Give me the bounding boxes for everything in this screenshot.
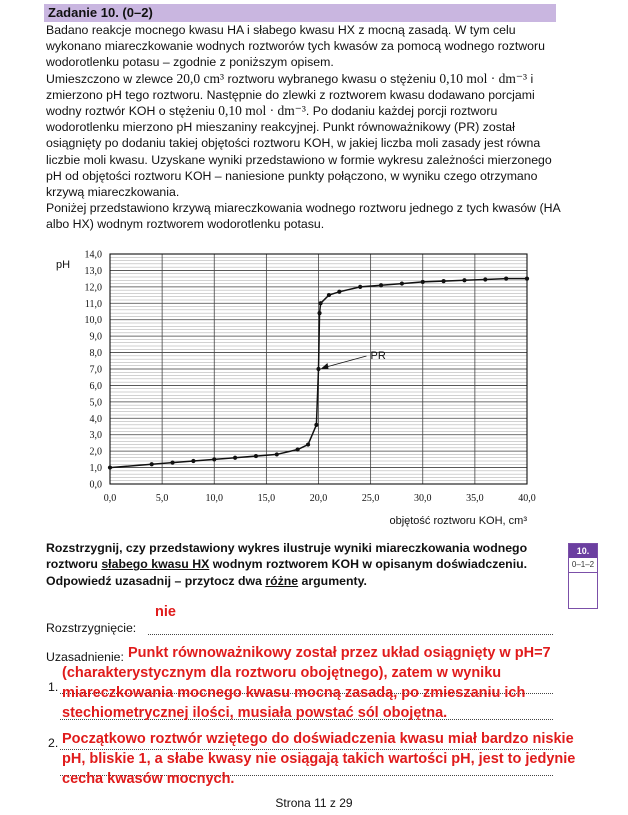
question-line xyxy=(46,556,546,572)
data-point xyxy=(442,279,446,283)
data-point xyxy=(316,367,320,371)
data-point xyxy=(254,454,258,458)
concentration-value: 0,10 mol · dm⁻³ xyxy=(218,103,306,119)
intro-text: i zmierzono pH tego roztworu. Następnie do zlewki z roztworem kwasu dodawano porcjami wodny roztwór KOH o stężeniu xyxy=(46,71,535,119)
handwritten-line: (charakterystycznym dla roztworu obojętnego), zatem w wyniku xyxy=(62,665,502,681)
x-tick-label: 10,0 xyxy=(205,493,223,504)
x-tick-label: 0,0 xyxy=(103,493,117,504)
data-point xyxy=(191,459,195,463)
question-emphasis: różne xyxy=(265,573,299,588)
intro-text: roztworu wybranego kwasu o stężeniu xyxy=(224,71,440,86)
data-point xyxy=(400,281,404,285)
y-tick-label: 6,0 xyxy=(89,380,102,392)
y-tick-label: 14,0 xyxy=(84,249,102,261)
titration-chart xyxy=(40,240,550,530)
argument-2-number: 2. xyxy=(48,736,59,750)
y-axis-label: pH xyxy=(56,259,71,271)
concentration-value: 0,10 mol · dm⁻³ xyxy=(439,70,528,86)
x-tick-label: 25,0 xyxy=(361,493,380,504)
page-footer: Strona 11 z 29 xyxy=(275,796,353,810)
y-tick-label: 5,0 xyxy=(89,397,102,409)
y-tick-label: 0,0 xyxy=(89,479,102,491)
x-tick-label: 30,0 xyxy=(414,493,432,504)
justification-label: Uzasadnienie: xyxy=(46,650,124,664)
question-text: argumenty. xyxy=(298,573,367,588)
intro-paragraph-2 xyxy=(46,71,566,201)
annotation-arrow xyxy=(323,356,367,368)
handwritten-line: Punkt równoważnikowy został przez układ osiągnięty w pH=7 xyxy=(128,645,551,661)
y-tick-label: 10,0 xyxy=(84,315,102,327)
argument-1-cont xyxy=(62,663,525,723)
y-tick-label: 13,0 xyxy=(84,265,102,277)
x-tick-label: 5,0 xyxy=(155,493,169,504)
question-text: roztworu xyxy=(46,557,102,572)
annotation-label: PR xyxy=(370,350,386,362)
argument-1 xyxy=(128,643,551,663)
answer-line xyxy=(148,634,553,635)
y-tick-label: 2,0 xyxy=(89,446,102,458)
x-axis-label: objętość roztworu KOH, cm³ xyxy=(389,515,527,527)
y-tick-label: 11,0 xyxy=(84,298,102,310)
intro-paragraph-3: Poniżej przedstawiono krzywą miareczkowania wodnego roztworu jednego z tych kwasów (HA albo HX) wodnym roztworem wodorotlenku potasu. xyxy=(46,201,560,232)
handwritten-line: cecha kwasów mocnych. xyxy=(62,771,235,787)
handwritten-line: stechiometrycznej ilości, musiała powstać sól obojętna. xyxy=(62,705,448,721)
data-point xyxy=(212,457,216,461)
intro-paragraph-1: Badano reakcje mocnego kwasu HA i słabego kwasu HX z mocną zasadą. W tym celu wykonano miareczkowanie wodnych roztworów tych kwasów za pomocą wodnego roztworu wodorotlenku potasu – zgodnie z poniższym opisem. xyxy=(46,23,545,70)
data-point xyxy=(462,278,466,282)
data-point xyxy=(306,442,310,446)
data-point xyxy=(327,293,331,297)
argument-1-number: 1. xyxy=(48,680,59,694)
x-tick-label: 15,0 xyxy=(257,493,276,504)
intro-text: Umieszczono w zlewce xyxy=(46,71,177,86)
x-tick-label: 40,0 xyxy=(518,493,536,504)
arrow-head xyxy=(321,363,329,369)
data-point xyxy=(358,285,362,289)
question-line: Rozstrzygnij, czy przedstawiony wykres ilustruje wyniki miareczkowania wodnego xyxy=(46,541,528,555)
y-tick-label: 9,0 xyxy=(89,331,102,343)
handwritten-line: Początkowo roztwór wziętego do doświadczenia kwasu miał bardzo niskie xyxy=(62,731,574,747)
data-point xyxy=(108,465,112,469)
score-number: 10. xyxy=(569,544,597,558)
question-text: wodnym roztworem KOH w opisanym doświadczeniu. xyxy=(209,557,528,572)
data-point xyxy=(318,301,322,305)
intro-text: . Po dodaniu każdej porcji roztworu wodorotlenku mierzono pH mieszaniny reakcyjnej. Punkt równoważnikowy (PR) został osiągnięty po dodaniu takiej objętości roztworu KOH, w jakiej liczba moli zasady jest równa liczbie moli kwasu. Uzyskane wyniki przedstawiono w formie wykresu zależności mierzonego pH od objętości roztworu KOH – naniesione punkty połączono, w wyniku czego otrzymano krzywą miareczkowania. xyxy=(46,104,552,200)
x-tick-label: 20,0 xyxy=(309,493,328,504)
question-emphasis: słabego kwasu HX xyxy=(101,557,210,572)
score-range: 0–1–2 xyxy=(569,558,597,573)
y-tick-label: 12,0 xyxy=(84,282,102,294)
y-tick-label: 4,0 xyxy=(89,413,102,425)
x-tick-label: 35,0 xyxy=(466,493,484,504)
data-point xyxy=(170,461,174,465)
data-point xyxy=(275,452,279,456)
handwritten-line: miareczkowania mocnego kwasu mocną zasadą, po zmieszaniu ich xyxy=(62,685,526,701)
decision-label: Rozstrzygnięcie: xyxy=(46,621,137,635)
data-point xyxy=(150,462,154,466)
data-point xyxy=(504,277,508,281)
data-point xyxy=(296,447,300,451)
data-point xyxy=(379,283,383,287)
task-title: Zadanie 10. (0–2) xyxy=(48,5,153,20)
data-point xyxy=(483,277,487,281)
y-tick-label: 8,0 xyxy=(89,348,102,360)
task-header xyxy=(44,4,556,22)
data-point xyxy=(317,311,321,315)
volume-value: 20,0 cm³ xyxy=(176,70,225,86)
data-point xyxy=(337,290,341,294)
data-point xyxy=(421,280,425,284)
y-tick-label: 1,0 xyxy=(89,463,102,475)
handwritten-line: pH, bliskie 1, a słabe kwasy nie osiągają takich wartości pH, jest to jedynie xyxy=(62,751,576,767)
decision-answer: nie xyxy=(155,604,176,620)
data-point xyxy=(314,423,318,427)
question-text: Odpowiedź uzasadnij – przytocz dwa xyxy=(46,573,266,588)
data-point xyxy=(525,277,529,281)
question xyxy=(46,540,546,589)
argument-2 xyxy=(62,729,575,789)
score-box xyxy=(568,543,598,609)
question-line xyxy=(46,573,546,589)
data-point xyxy=(233,456,237,460)
y-tick-label: 3,0 xyxy=(89,430,102,442)
task-intro xyxy=(46,22,566,233)
y-tick-label: 7,0 xyxy=(89,364,102,376)
